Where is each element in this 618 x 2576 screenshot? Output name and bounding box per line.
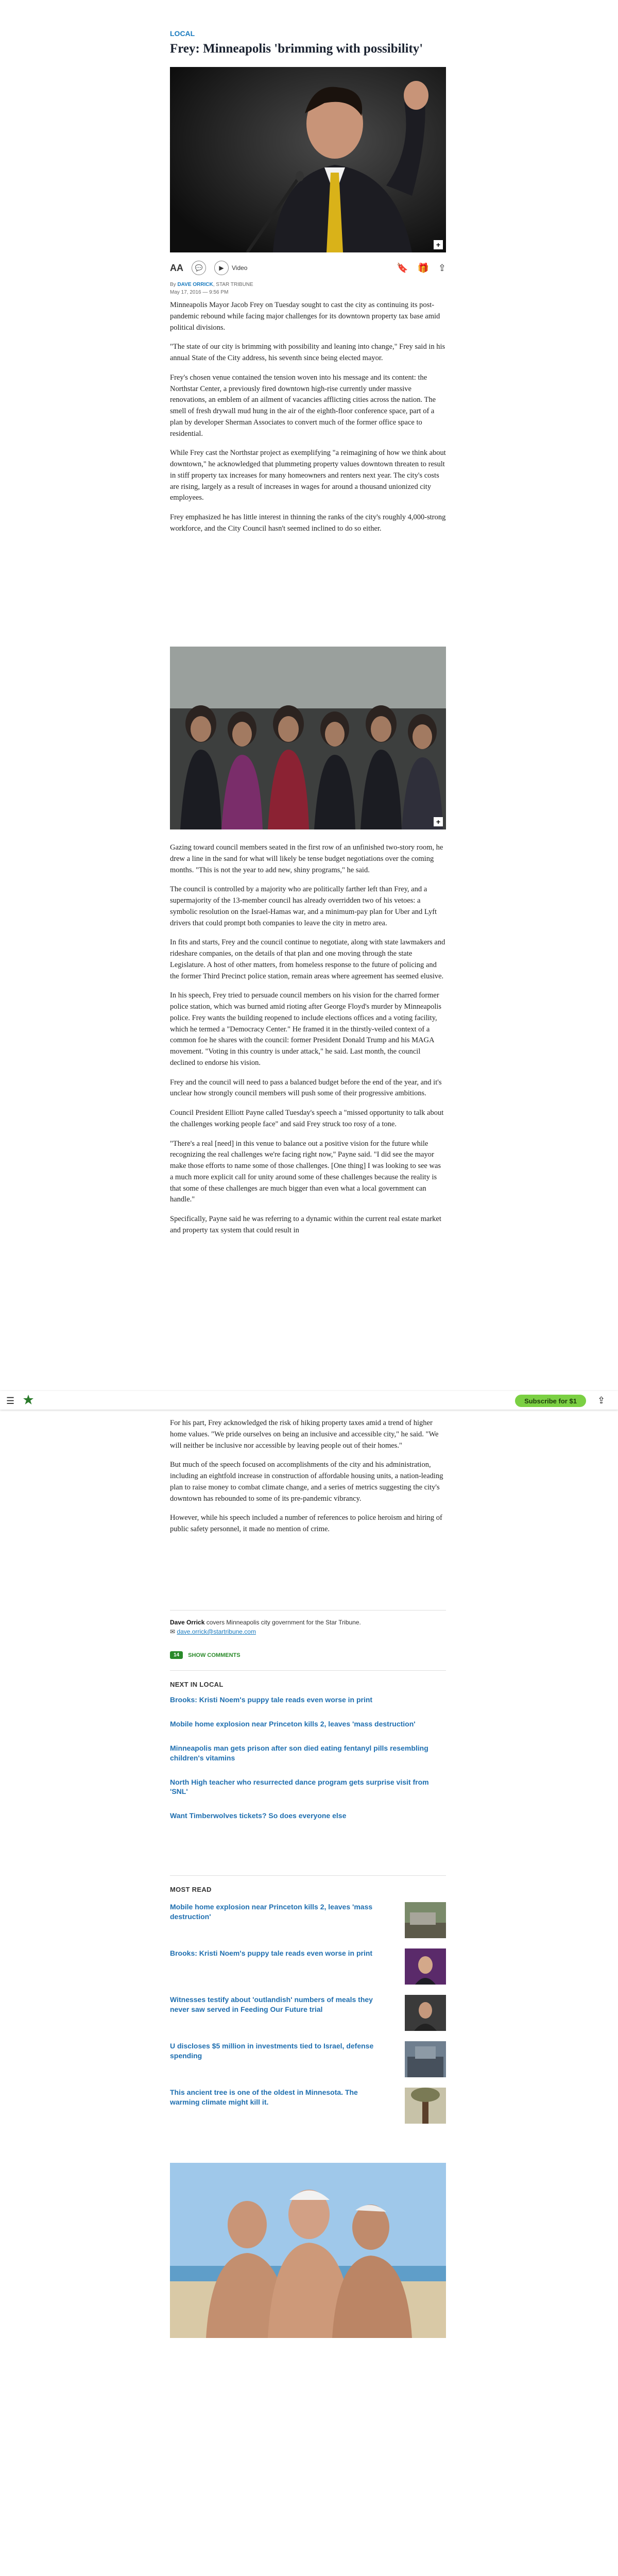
play-icon: ▶ xyxy=(214,261,229,275)
byline-prefix: By xyxy=(170,282,178,287)
mayor-speaking-image xyxy=(170,67,446,252)
most-read-item[interactable] xyxy=(170,2088,446,2124)
share-icon[interactable]: ⇪ xyxy=(438,262,446,273)
next-in-local-link[interactable]: Brooks: Kristi Noem's puppy tale reads even worse in print xyxy=(170,1696,373,1704)
section-label[interactable]: LOCAL xyxy=(170,29,195,38)
most-read-link[interactable]: This ancient tree is one of the oldest in Minnesota. The warming climate might kill it. xyxy=(170,2088,358,2106)
council-photo[interactable] xyxy=(170,647,446,829)
paragraph: Council President Elliott Payne called Tuesday's speech a "missed opportunity to talk about the challenges working people face" and said Frey struck too rosy of a tone. xyxy=(170,1109,444,1128)
most-read-heading: MOST READ xyxy=(170,1886,212,1893)
most-read-thumbnail[interactable] xyxy=(405,2088,446,2124)
paragraph: "The state of our city is brimming with possibility and leaning into change," Frey said in his annual State of the City address, his seventh since being elected mayor. xyxy=(170,343,445,362)
byline xyxy=(170,281,446,296)
divider xyxy=(170,1610,446,1611)
email-icon: ✉ xyxy=(170,1628,176,1635)
text-size-button[interactable]: AA xyxy=(170,262,183,273)
star-tribune-logo-icon[interactable] xyxy=(23,1394,34,1405)
publish-date: May 17, 2016 — 9:56 PM xyxy=(170,290,229,295)
comment-bubble-icon[interactable]: 💬 xyxy=(192,261,206,275)
expand-image-icon[interactable]: + xyxy=(434,240,443,249)
paragraph: Gazing toward council members seated in the first row of an unfinished two-story room, he drew a line in the sand for what will likely be tense budget negotiations over the coming months. "This is not the year to add new, shiny programs," he said. xyxy=(170,843,443,874)
show-comments-button[interactable] xyxy=(170,1651,446,1659)
council-members-image xyxy=(170,647,446,829)
most-read-item[interactable] xyxy=(170,2041,446,2077)
paragraph: Frey emphasized he has little interest in thinning the ranks of the city's roughly 4,000-strong workforce, and the City Council hasn't seemed inclined to do so either. xyxy=(170,513,446,533)
paragraph: Frey's chosen venue contained the tension woven into his message and its content: the Northstar Center, a previously fired downtown high-rise currently under massive renovations, an emblem of an ailment of vacancies afflicting cities across the nation. The smell of fresh drywall mud hung in the air of the eighth-floor conference space, part of a plan by developer Sherman Associates to convert much of the former office space to residential. xyxy=(170,373,436,438)
article-body-part-1 xyxy=(170,300,446,543)
paragraph: Frey and the council will need to pass a balanced budget before the end of the year, and it's unclear how strongly council members will push some of their progressive ambitions. xyxy=(170,1078,442,1098)
author-link[interactable]: DAVE ORRICK xyxy=(177,282,213,287)
sticky-header-bar xyxy=(0,1391,618,1410)
next-in-local-link[interactable]: Mobile home explosion near Princeton kills 2, leaves 'mass destruction' xyxy=(170,1719,416,1728)
author-description: covers Minneapolis city government for the Star Tribune. xyxy=(204,1619,361,1626)
most-read-link[interactable]: Brooks: Kristi Noem's puppy tale reads even worse in print xyxy=(170,1949,373,1957)
next-in-local-link[interactable]: Minneapolis man gets prison after son died eating fentanyl pills resembling children's vitamins xyxy=(170,1743,428,1762)
most-read-item[interactable] xyxy=(170,1902,446,1938)
paragraph: In fits and starts, Frey and the council continue to negotiate, along with state lawmakers and rideshare companies, on the details of that plan and one moving through the state Legislature. A host of other matters, from homeless response to the future of policing and the former Third Precinct police station, remain areas where agreement has seemed elusive. xyxy=(170,938,445,980)
share-icon[interactable]: ⇪ xyxy=(597,1395,606,1405)
paragraph: The council is controlled by a majority who are politically farther left than Frey, and a supermajority of the 13-member council has already overridden two of his vetoes: a symbolic resolution on the Israel-Hamas war, and a minimum-pay plan for Uber and Lyft drivers that could prompt both companies to leave the city in metro area. xyxy=(170,885,437,927)
hamburger-menu-icon[interactable]: ☰ xyxy=(6,1396,15,1406)
divider xyxy=(170,1875,446,1876)
most-read-thumbnail[interactable] xyxy=(405,1995,446,2031)
hero-photo[interactable] xyxy=(170,67,446,252)
expand-image-icon[interactable]: + xyxy=(434,817,443,826)
most-read-item[interactable] xyxy=(170,1995,446,2031)
subscribe-button[interactable]: Subscribe for $1 xyxy=(515,1395,586,1407)
most-read-thumbnail[interactable] xyxy=(405,2041,446,2077)
article-body-part-3 xyxy=(170,1418,446,1544)
paragraph: While Frey cast the Northstar project as exemplifying "a reimagining of how we think about downtown," he acknowledged that plummeting property values downtown threaten to result in stiff property tax increases for many homeowners and renters next year. The city's costs are rising, largely as a result of increases in wages for around a thousand unionized city employees. xyxy=(170,449,446,502)
article-body-part-2 xyxy=(170,842,446,1245)
show-comments-label: SHOW COMMENTS xyxy=(188,1652,241,1658)
byline-outlet: , STAR TRIBUNE xyxy=(213,282,253,287)
comment-count-badge: 14 xyxy=(170,1651,183,1659)
paragraph: In his speech, Frey tried to persuade council members on his vision for the charred former police station, which was burned amid rioting after George Floyd's murder by Minneapolis police. Frey wants the building reopened to include elections offices and a voting facility, which he termed a "Democracy Center." He framed it in the thirstly-veiled context of a common foe he shares with the council: former President Donald Trump and his MAGA movement. "Voting in this country is under attack," he said. Last month, the council declined to endorse his vision. xyxy=(170,991,442,1067)
article-headline: Frey: Minneapolis 'brimming with possibility' xyxy=(170,42,423,56)
author-bio xyxy=(170,1618,446,1636)
most-read-item[interactable] xyxy=(170,1948,446,1985)
paragraph: But much of the speech focused on accomplishments of the city and his administration, including an eightfold increase in construction of affordable housing units, a nation-leading plan to raise money to combat climate change, and a series of metrics suggesting the city's downtown has rebounded to some of its pre-pandemic vibrancy. xyxy=(170,1461,443,1503)
most-read-thumbnail[interactable] xyxy=(405,1902,446,1938)
gift-icon[interactable]: 🎁 xyxy=(417,262,429,273)
next-in-local-heading: NEXT IN LOCAL xyxy=(170,1681,224,1688)
ad-photo-men-beach xyxy=(170,2163,446,2338)
bookmark-icon[interactable]: 🔖 xyxy=(397,262,408,273)
advertisement-image[interactable] xyxy=(170,2163,446,2338)
next-in-local-link[interactable]: North High teacher who resurrected dance program gets surprise visit from 'SNL' xyxy=(170,1777,429,1796)
next-in-local-link[interactable]: Want Timberwolves tickets? So does everyone else xyxy=(170,1811,347,1820)
video-button[interactable] xyxy=(214,261,247,275)
author-name: Dave Orrick xyxy=(170,1619,205,1626)
most-read-thumbnail[interactable] xyxy=(405,1948,446,1985)
most-read-link[interactable]: Mobile home explosion near Princeton kills 2, leaves 'mass destruction' xyxy=(170,1903,373,1921)
paragraph: Minneapolis Mayor Jacob Frey on Tuesday sought to cast the city as continuing its post-pandemic rebound while facing major challenges for its downtown property tax base amid political divisions. xyxy=(170,301,440,332)
most-read-link[interactable]: Witnesses testify about 'outlandish' numbers of meals they never saw served in Feeding Our Future trial xyxy=(170,1995,373,2013)
paragraph: However, while his speech included a number of references to police heroism and hiring of public safety personnel, it made no mention of crime. xyxy=(170,1514,442,1533)
author-email-link[interactable]: dave.orrick@startribune.com xyxy=(177,1628,256,1635)
divider xyxy=(170,1670,446,1671)
next-in-local-list xyxy=(170,1695,446,1835)
paragraph: Specifically, Payne said he was referring to a dynamic within the current real estate market and property tax system that could result in xyxy=(170,1215,441,1234)
most-read-link[interactable]: U discloses $5 million in investments tied to Israel, defense spending xyxy=(170,2042,374,2060)
video-label: Video xyxy=(232,264,248,272)
article-toolbar xyxy=(170,260,446,276)
paragraph: "There's a real [need] in this venue to balance out a positive vision for the future while recognizing the real challenges we're facing right now," Payne said. "I did see the mayor make those efforts to name some of those challenges. [One thing] I was looking to see was a much more explicit call for unity around some of these challenges because the reality is that some of these challenges are much bigger than even what a local government can handle." xyxy=(170,1139,441,1204)
paragraph: For his part, Frey acknowledged the risk of hiking property taxes amid a trend of higher home values. "We pride ourselves on being an inclusive and accessible city," he said. "We will neither be inclusive nor accessible by leaving people out of their homes." xyxy=(170,1419,439,1450)
